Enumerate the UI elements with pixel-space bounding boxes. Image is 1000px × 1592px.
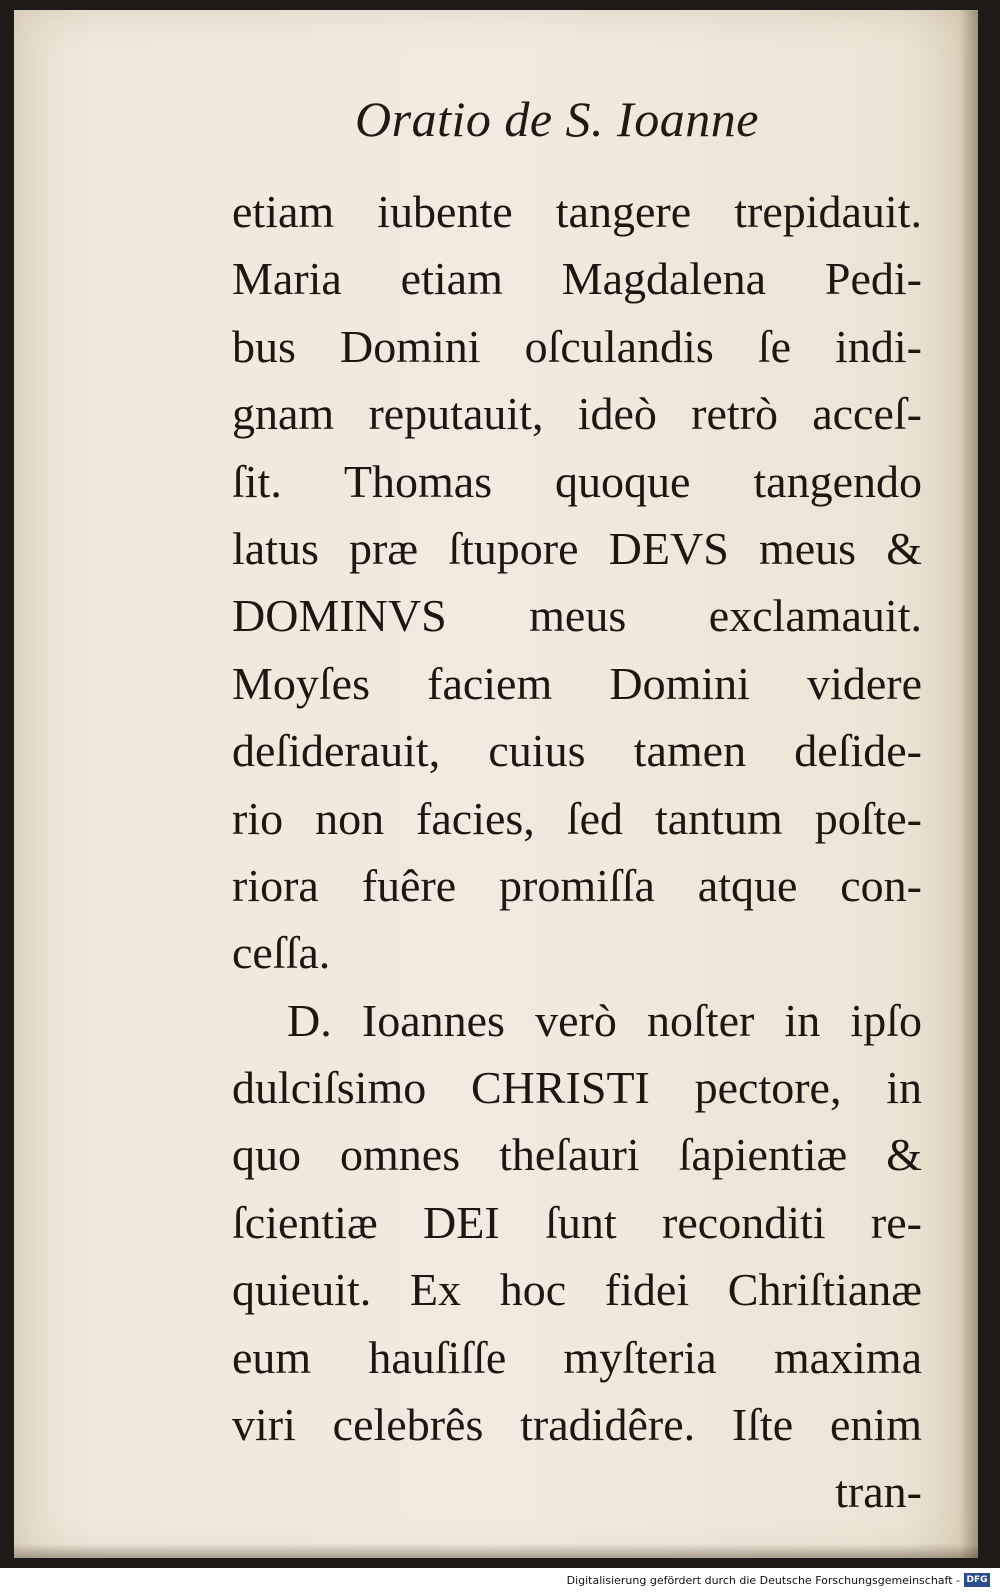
page-bottom-shadow [14,1544,978,1558]
text-line: etiam iubente tangere trepidauit. [232,186,922,237]
text-line: Maria etiam Magdalena Pedi- [232,253,922,305]
text-line: Moyſes faciem Domini videre [232,657,922,709]
footer-bar [0,1568,1000,1592]
text-line: quieuit. Ex hoc fidei Chriſtianæ [232,1264,922,1316]
text-line: rio non facies, ſed tantum poſte- [232,792,922,844]
text-line: deſiderauit, cuius tamen deſide- [232,725,922,777]
text-line: riora fuêre promiſſa atque con- [232,859,922,911]
text-line: latus præ ſtupore DEVS meus & [232,522,922,574]
dfg-logo-icon: DFG [964,1573,990,1587]
text-line: D. Ioannes verò noſter in ipſo [287,994,922,1046]
text-line: gnam reputauit, ideò retrò acceſ- [232,388,922,440]
text-line: ſcientiæ DEI ſunt reconditi re- [232,1196,922,1248]
text-line: bus Domini oſculandis ſe indi- [232,320,922,372]
text-line: eum hauſiſſe myſteria maxima [232,1331,922,1383]
text-block [232,178,922,1526]
page-edge-shadow [960,10,978,1558]
catchword: tran- [835,1466,922,1518]
text-line: ſit. Thomas quoque tangendo [232,455,922,507]
text-line: dulciſsimo CHRISTI pectore, in [232,1062,922,1114]
text-line: DOMINVS meus exclamauit. [232,590,922,642]
running-head: Oratio de S. Ioanne [355,91,759,147]
text-line: quo omnes theſauri ſapientiæ & [232,1129,922,1181]
text-line: ceſſa. [232,927,331,979]
footer-credit: Digitalisierung gefördert durch die Deutsche Forschungsgemeinschaft - [566,1574,960,1587]
text-line: viri celebrês tradidêre. Iſte enim [232,1399,922,1451]
